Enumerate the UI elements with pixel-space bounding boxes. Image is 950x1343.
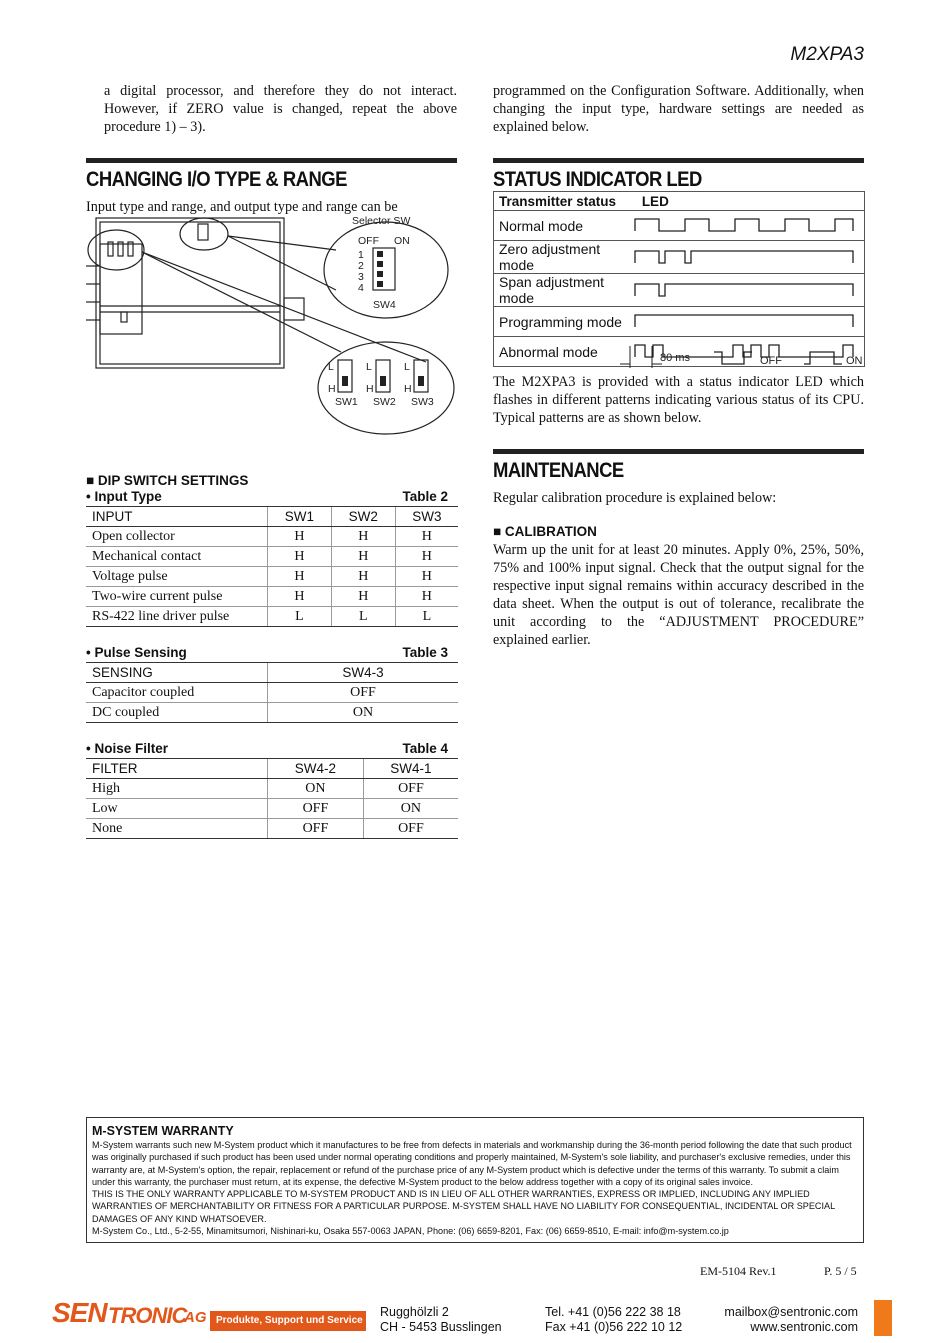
cell: H <box>395 587 458 607</box>
table-row <box>86 567 458 587</box>
status-text: The M2XPA3 is provided with a status indicator LED which flashes in different patterns indicating various status of its CPU. Typical patterns are as shown below. <box>493 374 864 426</box>
sw4-pos-2: 2 <box>358 260 364 272</box>
cell: ON <box>268 779 364 799</box>
sw4-on-label: ON <box>394 235 410 247</box>
col-header: INPUT <box>86 507 268 527</box>
warranty-paragraph: M-System warrants such new M-System product which it manufactures to be free from defects in materials and workmanship during the 36-month period following the date that such product was originally purchased if such product has been used under normal operating conditions and properly maintained, M-System's sole liability, and purchaser's exclusive remedies, under this warranty are, at M-System's option, the repair, replacement or refund of the purchase price of any M-System product which is defective under the terms of this warranty. To submit a claim under this warranty, the purchaser must return, at its expense, the defective M-System product to the below address together with a copy of its original sales invoice. <box>92 1140 852 1187</box>
sw4-pos-1: 1 <box>358 249 364 261</box>
web[interactable]: www.sentronic.com <box>750 1320 858 1334</box>
cell: Mechanical contact <box>86 547 268 567</box>
sw3-h-label: H <box>404 383 412 395</box>
off-label: OFF <box>760 355 782 367</box>
sw3-label: SW3 <box>411 396 434 408</box>
status-led-table <box>493 191 865 367</box>
led-waveform <box>631 211 861 237</box>
noise-filter-table-no: Table 4 <box>402 741 448 756</box>
orange-accent-bar <box>874 1300 892 1336</box>
cell: H <box>268 547 332 567</box>
led-header: LED <box>641 193 669 209</box>
section-rule <box>493 449 864 454</box>
square-bullet-icon: ■ <box>493 524 502 539</box>
footer-phone <box>545 1305 682 1335</box>
cell: H <box>395 547 458 567</box>
doc-number: EM-5104 Rev.1 <box>700 1264 777 1278</box>
table-row <box>86 779 458 799</box>
cell: Two-wire current pulse <box>86 587 268 607</box>
col-header: SW4-1 <box>363 759 458 779</box>
led-pattern-programming <box>631 307 865 337</box>
noise-filter-label: • Noise Filter <box>86 741 168 756</box>
logo-ag: AG <box>184 1309 207 1326</box>
table-row <box>86 819 458 839</box>
sw2-l-label: L <box>366 361 372 373</box>
address-line-1: Rugghölzli 2 <box>380 1305 449 1319</box>
calibration-heading <box>493 524 597 539</box>
col-header: SW2 <box>331 507 395 527</box>
on-label: ON <box>846 355 863 367</box>
tel: Tel. +41 (0)56 222 38 18 <box>545 1305 681 1319</box>
cell: OFF <box>363 819 458 839</box>
cell: RS-422 line driver pulse <box>86 607 268 627</box>
footer-contact <box>724 1305 858 1335</box>
table-row <box>86 607 458 627</box>
table-row <box>86 703 458 723</box>
status-section-title: STATUS INDICATOR LED <box>493 168 702 191</box>
pulse-sensing-table <box>86 662 458 723</box>
pulse-sensing-caption <box>86 645 448 660</box>
sw2-h-label: H <box>366 383 374 395</box>
cell: H <box>331 547 395 567</box>
input-type-label: • Input Type <box>86 489 162 504</box>
maintenance-text: Regular calibration procedure is explained below: <box>493 490 777 506</box>
cell: L <box>268 607 332 627</box>
col-header: SW3 <box>395 507 458 527</box>
cell: H <box>331 567 395 587</box>
sw4-pos-4: 4 <box>358 282 364 294</box>
logo-sen: SEN <box>52 1297 107 1328</box>
dip-heading-text: DIP SWITCH SETTINGS <box>97 473 249 488</box>
cell: OFF <box>268 799 364 819</box>
input-type-table-no: Table 2 <box>402 489 448 504</box>
cell: OFF <box>363 779 458 799</box>
col-header: SW1 <box>268 507 332 527</box>
sw4-pos-3: 3 <box>358 271 364 283</box>
mode-label: Span adjustment mode <box>494 274 632 307</box>
cell: H <box>331 587 395 607</box>
calibration-heading-text: CALIBRATION <box>504 524 597 539</box>
table-row <box>494 307 865 337</box>
cell: H <box>395 567 458 587</box>
noise-filter-table <box>86 758 458 839</box>
led-pattern-normal <box>631 211 865 241</box>
cell: Low <box>86 799 268 819</box>
cell: H <box>268 567 332 587</box>
pulse-sensing-table-no: Table 3 <box>402 645 448 660</box>
table-row <box>494 241 865 274</box>
section-rule <box>86 158 457 163</box>
cell: ON <box>363 799 458 819</box>
led-pattern-zero <box>631 241 865 274</box>
transmitter-status-header: Transmitter status <box>499 193 617 209</box>
tagline: Produkte, Support und Service <box>216 1315 363 1326</box>
mail[interactable]: mailbox@sentronic.com <box>724 1305 858 1319</box>
maintenance-title: MAINTENANCE <box>493 459 624 482</box>
led-pattern-span <box>631 274 865 307</box>
cell: ON <box>268 703 459 723</box>
cell: Voltage pulse <box>86 567 268 587</box>
status-header <box>494 192 865 211</box>
mode-label: Abnormal mode <box>494 337 632 367</box>
table-row <box>494 274 865 307</box>
led-timing-legend <box>620 344 870 374</box>
input-type-caption <box>86 489 448 504</box>
footer-address <box>380 1305 502 1335</box>
sentronic-logo <box>52 1297 364 1333</box>
cell: Capacitor coupled <box>86 683 268 703</box>
logo-tronic: TRONIC <box>108 1303 187 1328</box>
led-waveform <box>631 276 861 302</box>
table-row <box>86 527 458 547</box>
col-header: FILTER <box>86 759 268 779</box>
mode-label: Zero adjustment mode <box>494 241 632 274</box>
cell: L <box>331 607 395 627</box>
io-section-title: CHANGING I/O TYPE & RANGE <box>86 168 347 191</box>
section-rule <box>493 158 864 163</box>
mode-label: Normal mode <box>494 211 632 241</box>
fax: Fax +41 (0)56 222 10 12 <box>545 1320 683 1334</box>
cell: H <box>268 587 332 607</box>
warranty-title: M-SYSTEM WARRANTY <box>92 1124 234 1138</box>
tagline-bar <box>210 1311 366 1331</box>
col-header: SW4-3 <box>268 663 459 683</box>
cell: High <box>86 779 268 799</box>
sw1-h-label: H <box>328 383 336 395</box>
switch-location-diagram <box>86 212 457 437</box>
model-name: M2XPA3 <box>790 44 864 65</box>
warranty-box <box>86 1117 864 1243</box>
cell: H <box>268 527 332 547</box>
ms-label: 80 ms <box>660 352 690 364</box>
address-line-2: CH - 5453 Busslingen <box>380 1320 502 1334</box>
sw4-label: SW4 <box>373 299 396 311</box>
sw1-label: SW1 <box>335 396 358 408</box>
cell: DC coupled <box>86 703 268 723</box>
cell: H <box>395 527 458 547</box>
table-row <box>86 683 458 703</box>
cell: OFF <box>268 819 364 839</box>
cell: L <box>395 607 458 627</box>
led-waveform <box>631 243 861 269</box>
table-row <box>86 799 458 819</box>
intro-right-text: programmed on the Configuration Software. Additionally, when changing the input type, hardware settings are needed as explained below. <box>493 83 864 135</box>
sw1-l-label: L <box>328 361 334 373</box>
page-number: P. 5 / 5 <box>824 1264 857 1278</box>
square-bullet-icon: ■ <box>86 473 95 488</box>
pulse-sensing-label: • Pulse Sensing <box>86 645 187 660</box>
cell: None <box>86 819 268 839</box>
sw4-off-label: OFF <box>358 235 379 247</box>
col-header: SW4-2 <box>268 759 364 779</box>
selector-sw-label: Selector SW <box>352 215 411 227</box>
led-waveform <box>631 307 861 333</box>
intro-left-text: a digital processor, and therefore they do not interact. However, if ZERO value is changed, repeat the above procedure 1) – 3). <box>104 83 457 135</box>
cell: Open collector <box>86 527 268 547</box>
table-row <box>494 211 865 241</box>
sw3-l-label: L <box>404 361 410 373</box>
calibration-text: Warm up the unit for at least 20 minutes. Apply 0%, 25%, 50%, 75% and 100% input signal. Check that the output signal for the respective input signal remains within accuracy described in the data sheet. When the output is out of tolerance, recalibrate the unit according to the “ADJUSTMENT PROCEDURE” explained earlier. <box>493 542 864 648</box>
cell: H <box>331 527 395 547</box>
table-row <box>86 587 458 607</box>
sw2-label: SW2 <box>373 396 396 408</box>
noise-filter-caption <box>86 741 448 756</box>
table-row <box>86 547 458 567</box>
col-header: SENSING <box>86 663 268 683</box>
mode-label: Programming mode <box>494 307 632 337</box>
dip-heading <box>86 473 248 488</box>
cell: OFF <box>268 683 459 703</box>
warranty-disclaimer: THIS IS THE ONLY WARRANTY APPLICABLE TO M-SYSTEM PRODUCT AND IS IN LIEU OF ALL OTHER WARRANTIES, EXPRESS OR IMPLIED, INCLUDING ANY IMPLIED WARRANTIES OF MERCHANTABILITY OR FITNESS FOR A PARTICULAR PURPOSE. M-SYSTEM SHALL HAVE NO LIABILITY FOR CONSEQUENTIAL, INCIDENTAL OR SPECIAL DAMAGES OF ANY KIND WHATSOEVER. <box>92 1189 835 1224</box>
warranty-address: M-System Co., Ltd., 5-2-55, Minamitsumori, Nishinari-ku, Osaka 557-0063 JAPAN, Phone: (06) 6659-8201, Fax: (06) 6659-8510, E-mail: info@m-system.co.jp <box>92 1226 729 1237</box>
input-type-table <box>86 506 458 627</box>
io-section-text: Input type and range, and output type and range can be <box>86 199 398 215</box>
